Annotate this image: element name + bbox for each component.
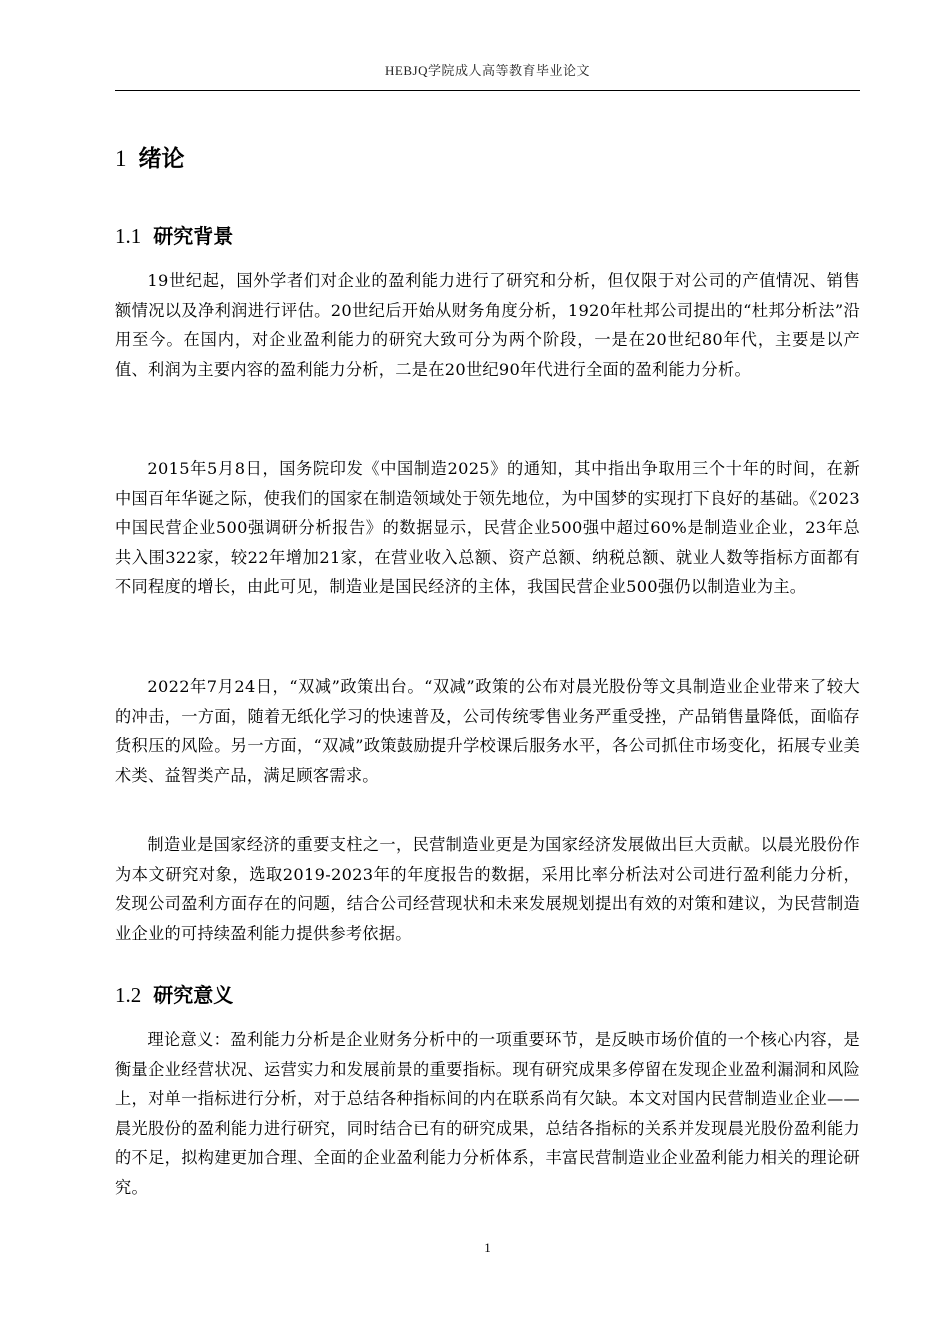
paragraph-background-2: 2015年5月8日，国务院印发《中国制造2025》的通知，其中指出争取用三个十年的时间，在新中国百年华诞之际，使我们的国家在制造领域处于领先地位，为中国梦的实现打下良好的基础。《2023中国民营企业500强调研分析报告》的数据显示，民营企业500强中超过60%是制造业企业，23年总共入围322家，较22年增加21家，在营业收入总额、资产总额、纳税总额、就业人数等指标方面都有不同程度的增长，由此可见，制造业是国民经济的主体，我国民营企业500强仍以制造业为主。 bbox=[115, 459, 860, 596]
chapter-number: 1 bbox=[115, 146, 127, 171]
section-title-1-1 bbox=[115, 224, 233, 249]
header-rule bbox=[115, 90, 860, 91]
running-header: HEBJQ学院成人高等教育毕业论文 bbox=[385, 63, 590, 78]
paragraph-background-3: 2022年7月24日，“双减”政策出台。“双减”政策的公布对晨光股份等文具制造业企业带来了较大的冲击，一方面，随着无纸化学习的快速普及，公司传统零售业务严重受挫，产品销售量降低，面临存货积压的风险。另一方面，“双减”政策鼓励提升学校课后服务水平，各公司抓住市场变化，拓展专业美术类、益智类产品，满足顾客需求。 bbox=[115, 677, 860, 785]
section-title-1-2 bbox=[115, 983, 233, 1008]
chapter-title bbox=[115, 145, 185, 174]
section-number: 1.1 bbox=[115, 224, 142, 248]
chapter-title-text: 绪论 bbox=[138, 146, 185, 172]
section-title-text: 研究意义 bbox=[153, 983, 234, 1007]
paragraph-background-1: 19世纪起，国外学者们对企业的盈利能力进行了研究和分析，但仅限于对公司的产值情况、销售额情况以及净利润进行评估。20世纪后开始从财务角度分析，1920年杜邦公司提出的“杜邦分析法”沿用至今。在国内，对企业盈利能力的研究大致可分为两个阶段，一是在20世纪80年代，主要是以产值、利润为主要内容的盈利能力分析，二是在20世纪90年代进行全面的盈利能力分析。 bbox=[115, 271, 860, 379]
paragraph-background-4: 制造业是国家经济的重要支柱之一，民营制造业更是为国家经济发展做出巨大贡献。以晨光股份作为本文研究对象，选取2019-2023年的年度报告的数据，采用比率分析法对公司进行盈利能力分析，发现公司盈利方面存在的问题，结合公司经营现状和未来发展规划提出有效的对策和建议，为民营制造业企业的可持续盈利能力提供参考依据。 bbox=[115, 835, 860, 943]
page-number: 1 bbox=[484, 1240, 491, 1255]
section-title-text: 研究背景 bbox=[153, 224, 234, 248]
paragraph-significance-1: 理论意义：盈利能力分析是企业财务分析中的一项重要环节，是反映市场价值的一个核心内容，是衡量企业经营状况、运营实力和发展前景的重要指标。现有研究成果多停留在发现企业盈利漏洞和风险上，对单一指标进行分析，对于总结各种指标间的内在联系尚有欠缺。本文对国内民营制造业企业——晨光股份的盈利能力进行研究，同时结合已有的研究成果，总结各指标的关系并发现晨光股份盈利能力的不足，拟构建更加合理、全面的企业盈利能力分析体系，丰富民营制造业企业盈利能力相关的理论研究。 bbox=[115, 1030, 860, 1197]
section-number: 1.2 bbox=[115, 983, 142, 1007]
